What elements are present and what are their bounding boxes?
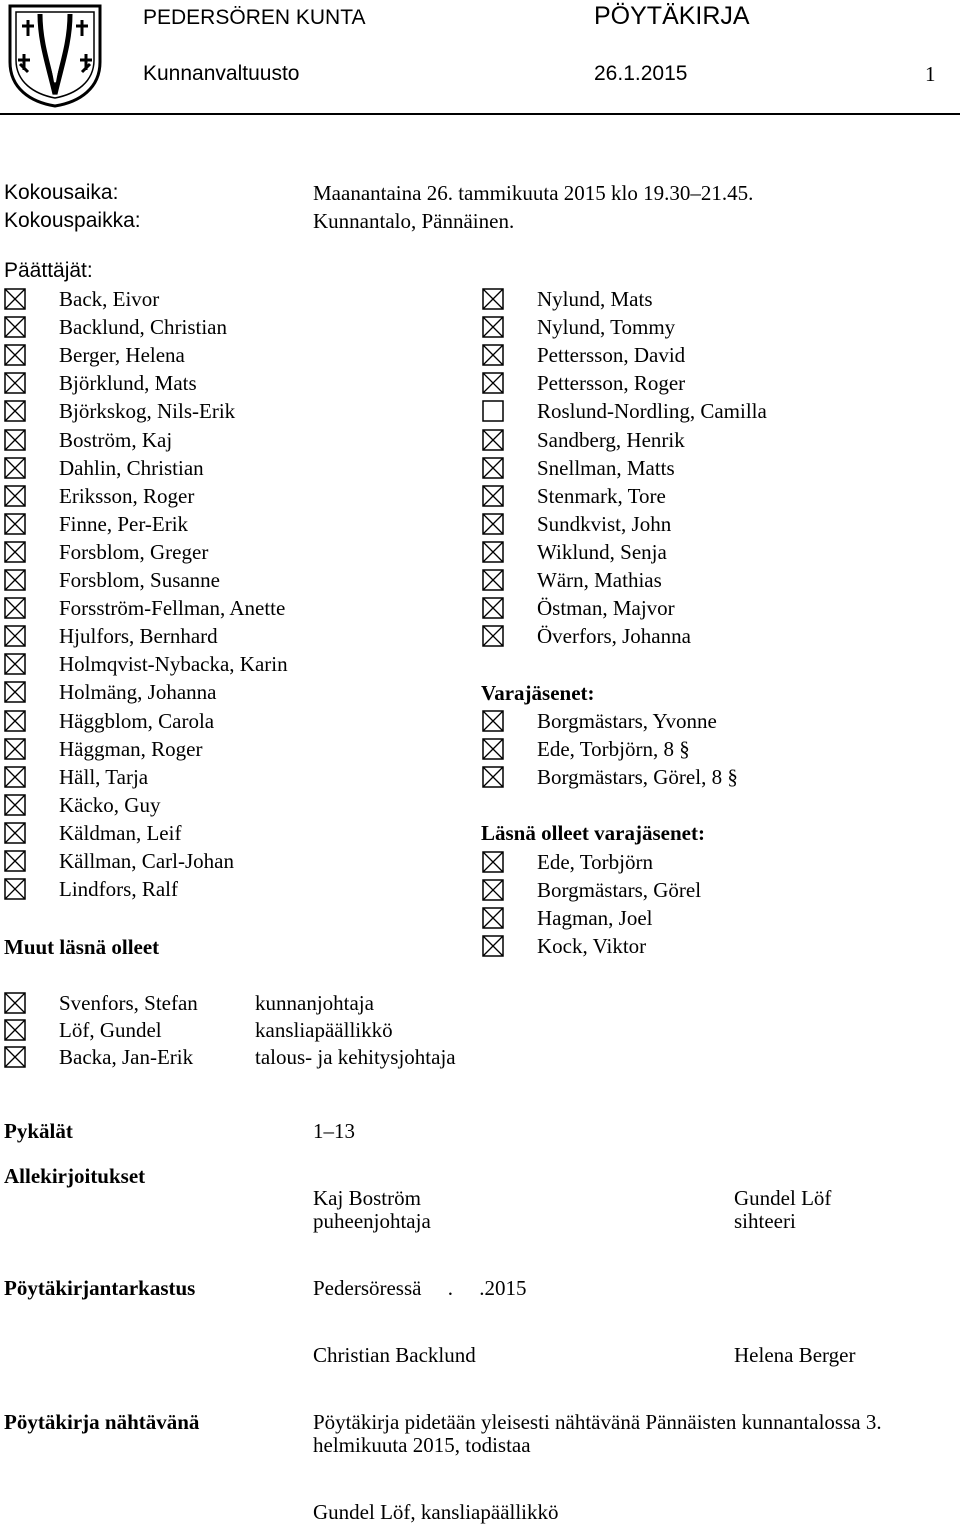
checked-checkbox-icon bbox=[4, 710, 26, 732]
checked-checkbox-icon bbox=[482, 710, 504, 732]
meeting-time-value: Maanantaina 26. tammikuuta 2015 klo 19.30–21.45. bbox=[313, 181, 754, 205]
attendee-name: Holmäng, Johanna bbox=[59, 680, 217, 705]
display-label: Pöytäkirja nähtävänä bbox=[4, 1410, 200, 1434]
checked-checkbox-icon bbox=[4, 400, 26, 422]
checked-checkbox-icon bbox=[482, 429, 504, 451]
attendee-name: Ede, Torbjörn, 8 § bbox=[537, 737, 690, 762]
attendee-name: Forsblom, Susanne bbox=[59, 568, 221, 592]
attendee-name: Wärn, Mathias bbox=[537, 568, 662, 592]
attendee-name: Roslund-Nordling, Camilla bbox=[537, 399, 767, 424]
checked-checkbox-icon bbox=[482, 288, 504, 310]
unchecked-checkbox-icon bbox=[482, 400, 504, 422]
checked-checkbox-icon bbox=[482, 907, 504, 929]
attendee-role: talous- ja kehitysjohtaja bbox=[255, 1045, 456, 1069]
checked-checkbox-icon bbox=[4, 597, 26, 619]
attendee-name: Pettersson, David bbox=[537, 343, 686, 368]
page-number: 1 bbox=[925, 62, 936, 86]
checked-checkbox-icon bbox=[4, 878, 26, 900]
checked-checkbox-icon bbox=[4, 822, 26, 844]
attendee-name: Borgmästars, Görel bbox=[537, 878, 702, 903]
attendee-name: Lindfors, Ralf bbox=[59, 877, 178, 902]
reviewer-1: Christian Backlund bbox=[313, 1343, 476, 1367]
attendee-name: Pettersson, Roger bbox=[537, 371, 686, 396]
attendee-name: Forsström-Fellman, Anette bbox=[59, 596, 286, 621]
document-type: PÖYTÄKIRJA bbox=[594, 2, 750, 30]
secretary-role: sihteeri bbox=[734, 1209, 796, 1233]
checked-checkbox-icon bbox=[4, 344, 26, 366]
attendee-name: Borgmästars, Yvonne bbox=[537, 709, 717, 733]
checked-checkbox-icon bbox=[4, 288, 26, 310]
attendee-name: Östman, Majvor bbox=[537, 596, 675, 621]
checked-checkbox-icon bbox=[482, 879, 504, 901]
checked-checkbox-icon bbox=[482, 625, 504, 647]
meeting-date: 26.1.2015 bbox=[594, 62, 688, 85]
attendee-name: Stenmark, Tore bbox=[537, 483, 666, 508]
checked-checkbox-icon bbox=[482, 738, 504, 760]
checked-checkbox-icon bbox=[482, 541, 504, 563]
checked-checkbox-icon bbox=[482, 316, 504, 338]
decision-makers-heading: Päättäjät: bbox=[4, 259, 93, 282]
attendee-name: Nylund, Tommy bbox=[537, 315, 676, 340]
checked-checkbox-icon bbox=[482, 766, 504, 788]
attendee-name: Dahlin, Christian bbox=[59, 455, 204, 480]
attendee-name: Sandberg, Henrik bbox=[537, 427, 685, 452]
attendee-name: Berger, Helena bbox=[59, 343, 185, 368]
others-heading: Muut läsnä olleet bbox=[4, 935, 160, 959]
checked-checkbox-icon bbox=[4, 457, 26, 479]
meeting-place-label: Kokouspaikka: bbox=[4, 209, 141, 232]
municipality-name: PEDERSÖREN KUNTA bbox=[143, 6, 366, 29]
attendee-name: Ede, Torbjörn bbox=[537, 850, 653, 874]
attendee-role: kunnanjohtaja bbox=[255, 991, 374, 1015]
attendee-name: Häggman, Roger bbox=[59, 736, 203, 761]
attendee-name: Forsblom, Greger bbox=[59, 539, 209, 564]
checked-checkbox-icon bbox=[4, 1019, 26, 1041]
checked-checkbox-icon bbox=[4, 569, 26, 591]
attendee-name: Sundkvist, John bbox=[537, 511, 672, 536]
checked-checkbox-icon bbox=[482, 372, 504, 394]
sections-value: 1–13 bbox=[313, 1119, 355, 1143]
checked-checkbox-icon bbox=[4, 1046, 26, 1068]
chair-name: Kaj Boström bbox=[313, 1186, 421, 1210]
attendee-name: Borgmästars, Görel, 8 § bbox=[537, 765, 738, 790]
attendee-name: Svenfors, Stefan bbox=[59, 991, 198, 1015]
attendee-name: Eriksson, Roger bbox=[59, 483, 195, 508]
meeting-place-value: Kunnantalo, Pännäinen. bbox=[313, 209, 515, 233]
attendee-name: Hjulfors, Bernhard bbox=[59, 624, 218, 649]
checked-checkbox-icon bbox=[4, 541, 26, 563]
attendee-name: Holmqvist-Nybacka, Karin bbox=[59, 652, 288, 677]
attendee-name: Käcko, Guy bbox=[59, 792, 161, 817]
deputies-heading: Varajäsenet: bbox=[481, 681, 595, 705]
present-deputies-heading: Läsnä olleet varajäsenet: bbox=[481, 821, 705, 845]
attendee-name: Häggblom, Carola bbox=[59, 708, 215, 733]
attendee-name: Nylund, Mats bbox=[537, 287, 653, 311]
sections-label: Pykälät bbox=[4, 1119, 73, 1143]
attendee-name: Överfors, Johanna bbox=[537, 624, 691, 649]
checked-checkbox-icon bbox=[4, 850, 26, 872]
attendee-name: Backa, Jan-Erik bbox=[59, 1045, 194, 1069]
checked-checkbox-icon bbox=[482, 485, 504, 507]
checked-checkbox-icon bbox=[4, 485, 26, 507]
attendee-name: Käldman, Leif bbox=[59, 820, 182, 845]
attendee-name: Kock, Viktor bbox=[537, 934, 647, 959]
attendee-name: Löf, Gundel bbox=[59, 1018, 162, 1042]
attendee-name: Björkskog, Nils-Erik bbox=[59, 399, 236, 424]
header-divider bbox=[0, 113, 960, 115]
attendee-name: Snellman, Matts bbox=[537, 455, 675, 480]
attendee-name: Boström, Kaj bbox=[59, 427, 173, 452]
attendee-role: kansliapäällikkö bbox=[255, 1018, 393, 1042]
checked-checkbox-icon bbox=[482, 851, 504, 873]
checked-checkbox-icon bbox=[482, 513, 504, 535]
attendee-name: Finne, Per-Erik bbox=[59, 511, 189, 536]
checked-checkbox-icon bbox=[482, 935, 504, 957]
checked-checkbox-icon bbox=[4, 513, 26, 535]
checked-checkbox-icon bbox=[4, 625, 26, 647]
checked-checkbox-icon bbox=[4, 429, 26, 451]
attendee-name: Häll, Tarja bbox=[59, 764, 149, 789]
signatures-label: Allekirjoitukset bbox=[4, 1164, 146, 1188]
attendee-name: Björklund, Mats bbox=[59, 371, 197, 396]
display-text-line2: helmikuuta 2015, todistaa bbox=[313, 1433, 531, 1457]
attendee-name: Back, Eivor bbox=[59, 287, 160, 311]
display-text-line1: Pöytäkirja pidetään yleisesti nähtävänä Pännäisten kunnantalossa 3. bbox=[313, 1410, 882, 1434]
checked-checkbox-icon bbox=[482, 569, 504, 591]
checked-checkbox-icon bbox=[482, 344, 504, 366]
checked-checkbox-icon bbox=[482, 597, 504, 619]
checked-checkbox-icon bbox=[4, 316, 26, 338]
checked-checkbox-icon bbox=[4, 372, 26, 394]
reviewer-2: Helena Berger bbox=[734, 1343, 856, 1367]
checked-checkbox-icon bbox=[4, 766, 26, 788]
secretary-name: Gundel Löf bbox=[734, 1186, 832, 1210]
body-name: Kunnanvaltuusto bbox=[143, 62, 300, 85]
attendee-name: Backlund, Christian bbox=[59, 315, 227, 340]
checked-checkbox-icon bbox=[4, 738, 26, 760]
display-signer: Gundel Löf, kansliapäällikkö bbox=[313, 1500, 559, 1524]
checked-checkbox-icon bbox=[4, 681, 26, 703]
checked-checkbox-icon bbox=[4, 653, 26, 675]
meeting-time-label: Kokousaika: bbox=[4, 181, 119, 204]
attendee-name: Wiklund, Senja bbox=[537, 539, 667, 564]
attendee-name: Hagman, Joel bbox=[537, 906, 653, 931]
checked-checkbox-icon bbox=[4, 794, 26, 816]
checked-checkbox-icon bbox=[482, 457, 504, 479]
review-place-date: Pedersöressä . .2015 bbox=[313, 1276, 527, 1300]
attendee-name: Källman, Carl-Johan bbox=[59, 849, 234, 873]
review-label: Pöytäkirjantarkastus bbox=[4, 1276, 196, 1300]
chair-role: puheenjohtaja bbox=[313, 1209, 431, 1233]
checked-checkbox-icon bbox=[4, 992, 26, 1014]
municipal-coat-of-arms bbox=[4, 2, 106, 108]
